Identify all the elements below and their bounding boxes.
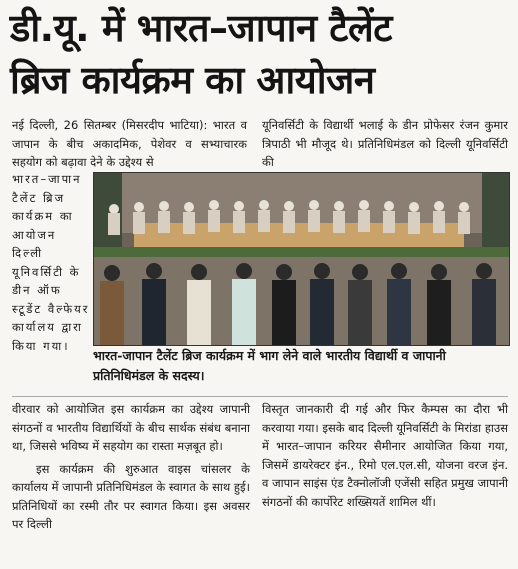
narrow-line: डीन ऑफ [12, 283, 62, 297]
photo-caption: भारत-जापान टैलेंट ब्रिज कार्यक्रम में भाग लेने वाले भारतीय विद्यार्थी व जापानी प्रतिनिधिमंडल के सदस्य। [93, 346, 508, 388]
body-right-paragraph: विस्तृत जानकारी दी गई और फिर कैम्पस का दौरा भी करवाया गया। इसके बाद दिल्ली यूनिवर्सिटी के मिरांडा हाउस में भारत–जापान करियर सैमीनार आयोजित किया गया, जिसमें डायरेक्टर इंन., रिमो एल.एल.सी, योजना वरज इंन. व जापान साइंस एंड टैक्नोलॉजी एजेंसी सहित प्रमुख जापानी संगठनों की कार्पोरेट शख्सियतें शामिल थीं। [262, 402, 508, 509]
narrow-line: कार्यक्रम का [12, 209, 74, 223]
narrow-line: स्टूडेंट वैल्फेयर [12, 301, 90, 316]
headline-line-1: डी.यू. में भारत–जापान टैलेंट [10, 6, 392, 50]
narrow-line: यूनिवर्सिटी के [12, 264, 81, 279]
group-photo-illustration [94, 173, 509, 345]
column-2-top [262, 116, 508, 172]
narrow-line: टैलेंट ब्रिज [12, 190, 66, 205]
divider [12, 396, 508, 397]
body-left-column [12, 400, 250, 534]
narrow-line: आयोजन [12, 227, 57, 242]
narrow-line: भारत–जापान [12, 172, 82, 186]
group-photo [93, 172, 510, 346]
dateline-paragraph: नई दिल्ली, 26 सितम्बर (मिसरदीप भाटिया): भारत व जापान के बीच अकादमिक, पेशेवर व सभ्याचारक सहयोग को बढ़ावा देने के उद्देश्य से [12, 118, 247, 169]
body-paragraph-1: वीरवार को आयोजित इस कार्यक्रम का उद्देश्य जापानी संगठनों व भारतीय विद्यार्थियों के बीच सार्थक संबंध बनाना था, जिससे भविष्य में सहयोग का रास्ता मज़बूत हो। [12, 402, 250, 453]
column-1-top [12, 116, 247, 172]
narrow-line: किया गया। [12, 338, 70, 353]
headline-line-2: ब्रिज कार्यक्रम का आयोजन [10, 58, 375, 102]
narrow-line: दिल्ली [12, 246, 44, 260]
body-right-column [262, 400, 508, 511]
body-paragraph-2: इस कार्यक्रम की शुरुआत वाइस चांसलर के कार्यालय में जापानी प्रतिनिधिमंडल के स्वागत के साथ हुई। प्रतिनिधियों का रस्मी तौर पर स्वागत किया। इस अवसर पर दिल्ली [12, 461, 250, 531]
column-2-paragraph: यूनिवर्सिटी के विद्यार्थी भलाई के डीन प्रोफेसर रंजन कुमार त्रिपाठी भी मौजूद थे। प्रतिनिधिमंडल को दिल्ली यूनिवर्सिटी की [262, 118, 508, 169]
narrow-line: कार्यालय द्वारा [12, 320, 83, 334]
column-1-narrow [12, 170, 90, 355]
